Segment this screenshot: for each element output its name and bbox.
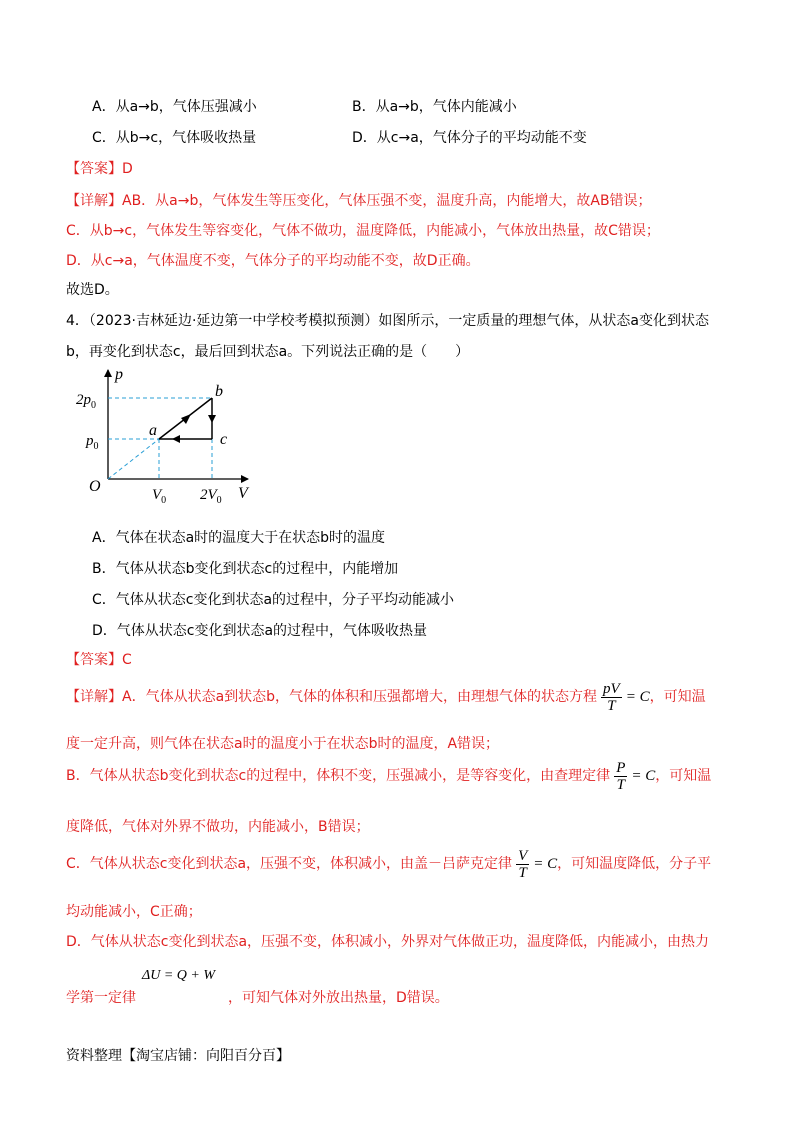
detail-a-text-pre: 【详解】A．气体从状态a到状态b，气体的体积和压强都增大，由理想气体的状态方程 bbox=[66, 689, 598, 705]
detail-b-line-2: 度降低，气体对外界不做功，内能减小，B错误； bbox=[66, 819, 370, 835]
q4-answer: 【答案】C bbox=[66, 652, 132, 668]
detail-b-line-1 bbox=[66, 758, 711, 794]
q4-stem-line-2: b，再变化到状态c，最后回到状态a。下列说法正确的是（ ） bbox=[66, 344, 470, 360]
prev-option-a: A．从a→b，气体压强减小 bbox=[92, 99, 257, 115]
footer-source: 资料整理【淘宝店铺：向阳百分百】 bbox=[66, 1048, 290, 1064]
detail-a-line-2: 度一定升高，则气体在状态a时的温度小于在状态b时的温度，A错误； bbox=[66, 736, 500, 752]
point-c-label: c bbox=[220, 431, 228, 448]
pv-diagram bbox=[72, 362, 262, 512]
prev-detail-line-1: 【详解】AB．从a→b，气体发生等压变化，气体压强不变，温度升高，内能增大，故AB错误； bbox=[66, 193, 652, 209]
first-law-formula: ΔU = Q + W bbox=[142, 968, 215, 983]
tick-2v0: $2V_0$ bbox=[200, 487, 222, 506]
tick-p0: $p_0$ bbox=[86, 433, 99, 452]
axis-p-label: p bbox=[115, 366, 123, 383]
ideal-gas-eq-c: = C bbox=[625, 689, 650, 705]
axis-v-label: V bbox=[238, 485, 248, 502]
prev-answer: 【答案】D bbox=[66, 161, 133, 177]
detail-c-line-1 bbox=[66, 846, 711, 882]
detail-d-text-pre: 学第一定律 bbox=[66, 990, 136, 1006]
q4-option-c: C．气体从状态c变化到状态a的过程中，分子平均动能减小 bbox=[92, 592, 455, 608]
prev-detail-line-3: D．从c→a，气体温度不变，气体分子的平均动能不变，故D正确。 bbox=[66, 253, 480, 269]
detail-d-line-2 bbox=[66, 988, 449, 1008]
q4-option-b: B．气体从状态b变化到状态c的过程中，内能增加 bbox=[92, 561, 399, 577]
arrow-ca bbox=[172, 435, 180, 443]
q4-option-a: A．气体在状态a时的温度大于在状态b时的温度 bbox=[92, 530, 386, 546]
tick-2p0: $2p_0$ bbox=[76, 392, 96, 411]
q4-option-d: D．气体从状态c变化到状态a的过程中，气体吸收热量 bbox=[92, 623, 428, 639]
prev-conclusion: 故选D。 bbox=[66, 282, 119, 298]
prev-detail-line-2: C．从b→c，气体发生等容变化，气体不做功，温度降低，内能减小，气体放出热量，故C错误； bbox=[66, 223, 660, 239]
gay-lussac-fraction: $\frac{V}{T}$ bbox=[518, 847, 528, 881]
detail-a-text-post: ，可知温 bbox=[649, 689, 706, 705]
point-b-label: b bbox=[215, 383, 223, 400]
prev-option-b: B．从a→b，气体内能减小 bbox=[352, 99, 517, 115]
charles-fraction: $\frac{P}{T}$ bbox=[616, 759, 626, 793]
detail-c-text-pre: C．气体从状态c变化到状态a，压强不变，体积减小，由盖－吕萨克定律 bbox=[66, 856, 513, 872]
q4-stem-line-1: 4．（2023·吉林延边·延边第一中学校考模拟预测）如图所示，一定质量的理想气体，从状态a变化到状态 bbox=[66, 313, 710, 329]
detail-d-line-1: D．气体从状态c变化到状态a，压强不变，体积减小，外界对气体做正功，温度降低，内能减小，由热力 bbox=[66, 934, 710, 950]
ideal-gas-fraction: $\frac{pV}{T}$ bbox=[603, 680, 620, 714]
charles-eq-c: = C bbox=[631, 768, 656, 784]
detail-c-text-post: ，可知温度降低，分子平 bbox=[557, 856, 712, 872]
prev-option-d: D．从c→a，气体分子的平均动能不变 bbox=[352, 130, 587, 146]
tick-v0: $V_0$ bbox=[152, 487, 167, 506]
gay-lussac-eq-c: = C bbox=[533, 856, 558, 872]
point-a-label: a bbox=[149, 422, 157, 439]
origin-label: O bbox=[89, 478, 101, 495]
detail-a-line-1 bbox=[66, 679, 706, 715]
arrow-bc bbox=[208, 415, 216, 423]
arrow-ab bbox=[181, 414, 191, 424]
dash-origin-a bbox=[108, 439, 159, 479]
detail-b-text-pre: B．气体从状态b变化到状态c的过程中，体积不变，压强减小，是等容变化，由查理定律 bbox=[66, 768, 611, 784]
detail-c-line-2: 均动能减小，C正确； bbox=[66, 904, 202, 920]
detail-b-text-post: ，可知温 bbox=[655, 768, 712, 784]
detail-d-text-post: ，可知气体对外放出热量，D错误。 bbox=[228, 990, 449, 1006]
prev-option-c: C．从b→c，气体吸收热量 bbox=[92, 130, 257, 146]
